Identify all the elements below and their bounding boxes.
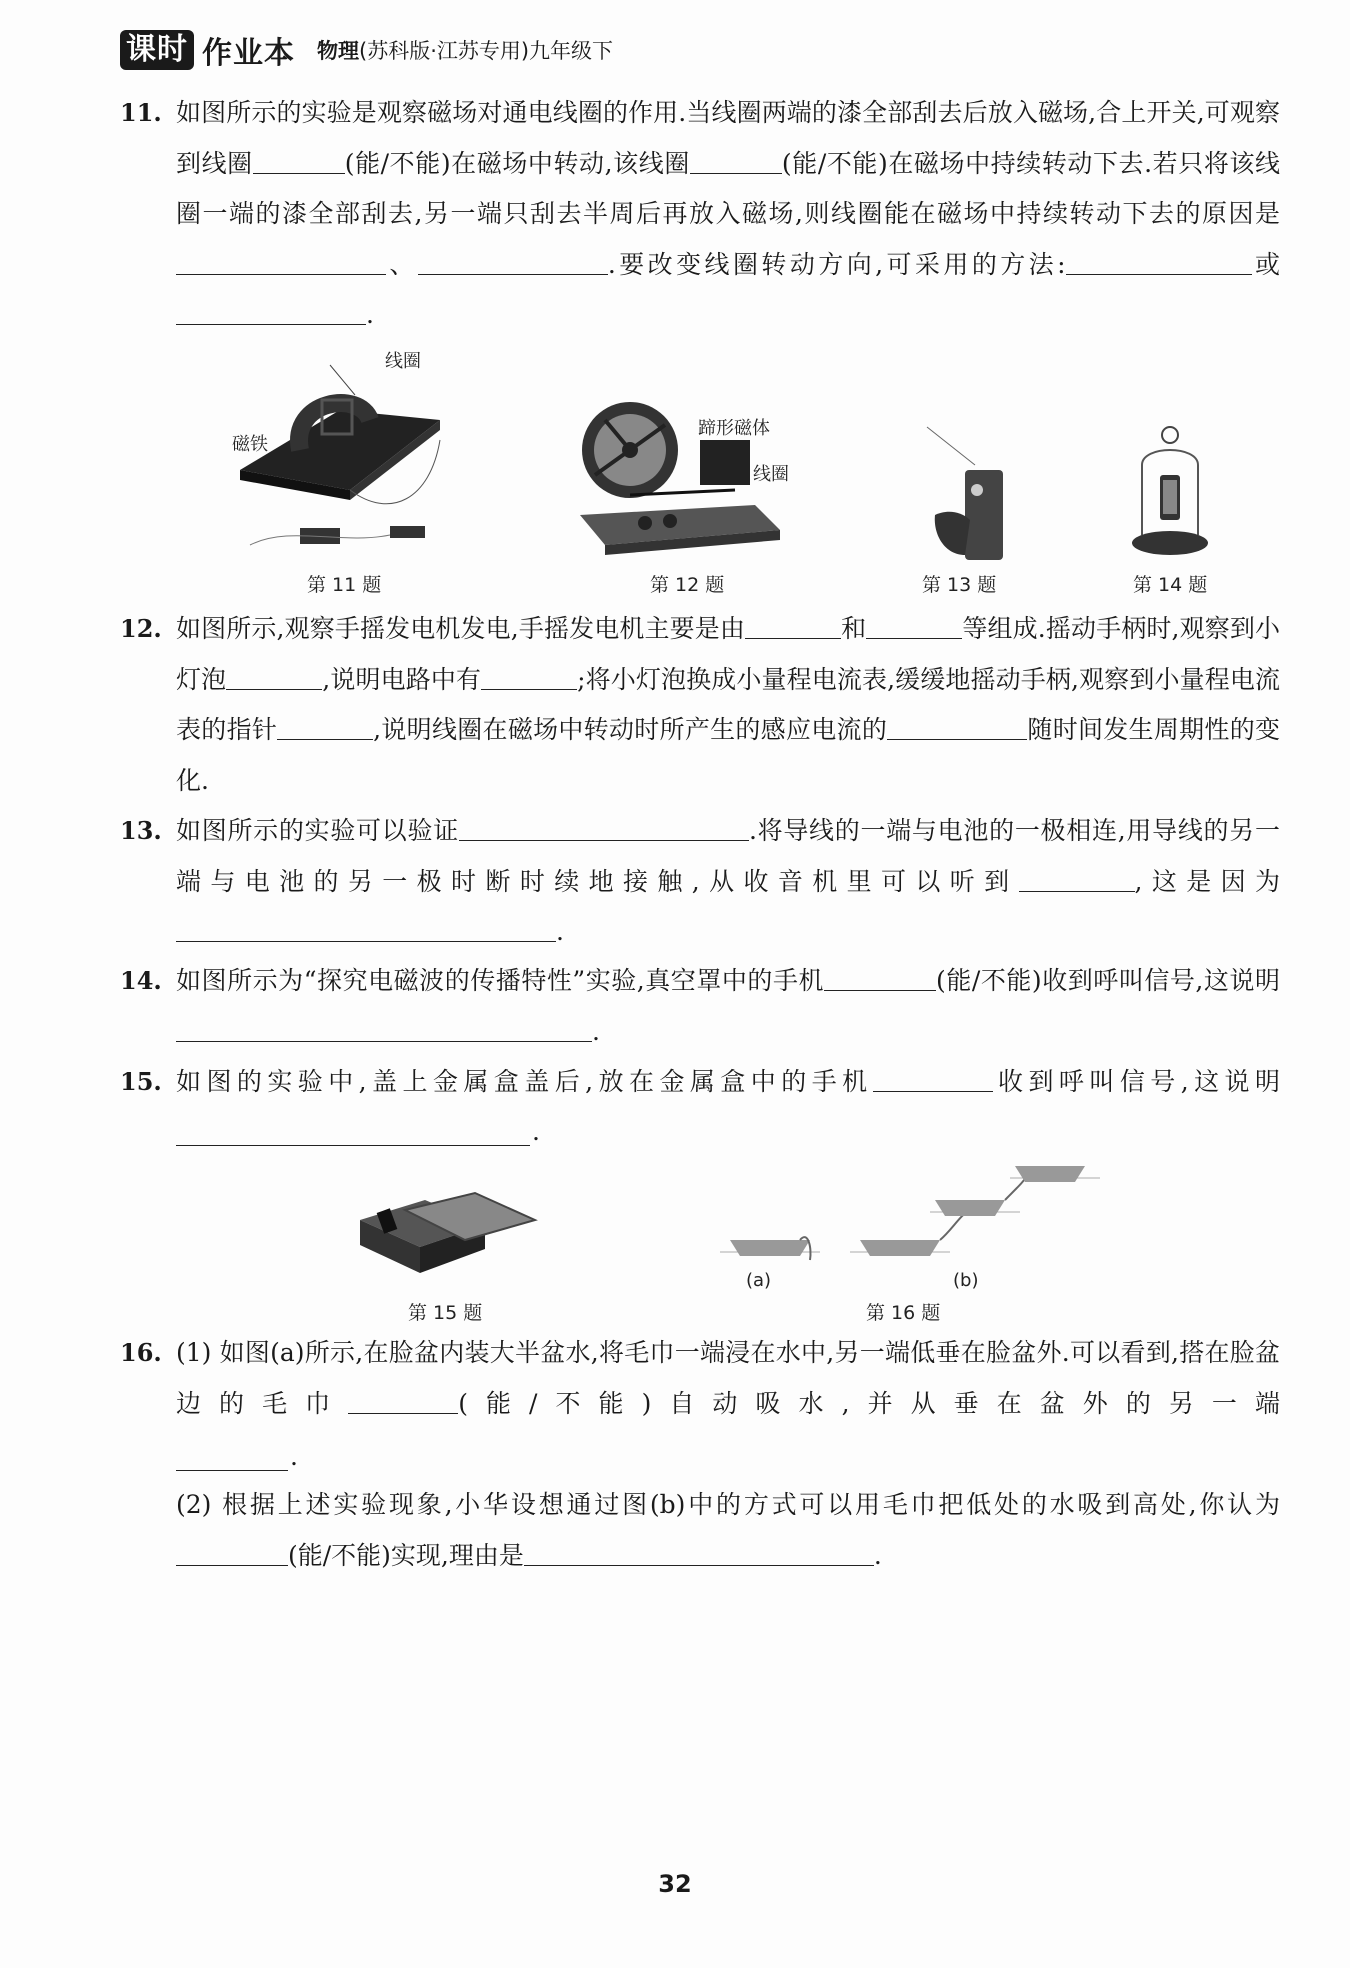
- answer-blank[interactable]: [176, 907, 556, 942]
- radio-battery-illustration: [925, 425, 1005, 565]
- q-text: .: [532, 1117, 540, 1146]
- q-text: 或: [1251, 249, 1280, 279]
- answer-blank[interactable]: [277, 705, 373, 740]
- figure-caption: 第 16 题: [866, 1302, 941, 1324]
- page-header: [120, 30, 613, 70]
- q-text: 如图所示的实验是观察磁场对通电线圈的作用.当线圈两端的漆全部刮去后放入磁场,合上开关,可观察到线圈: [176, 98, 1280, 178]
- figure-caption: 第 11 题: [307, 574, 382, 596]
- basin-towel-illustration: [720, 1160, 1100, 1270]
- question-11: [120, 88, 1280, 341]
- q-text: 如图所示,观察手摇发电机发电,手摇发电机主要是由: [176, 614, 745, 643]
- q-text: 如图所示为“探究电磁波的传播特性”实验,真空罩中的手机: [176, 966, 825, 995]
- q-text: (能/不能)在磁场中持续转动下去.若只将该线圈一端的漆全部刮去,另一端只刮去半周后再放入磁场,则线圈能在磁场中持续转动下去的原因是: [176, 148, 1280, 228]
- series-logo: [120, 30, 295, 70]
- answer-blank[interactable]: [176, 1436, 288, 1471]
- figure-caption: 第 15 题: [408, 1302, 483, 1324]
- subject-name: 物理: [317, 39, 359, 63]
- answer-blank[interactable]: [873, 1057, 993, 1092]
- q16-part1-end: [176, 1432, 1280, 1482]
- q-text: 等组成.摇动手柄时,观察到小灯泡: [176, 614, 1280, 694]
- answer-blank[interactable]: [1019, 857, 1135, 892]
- figure-caption: 第 14 题: [1133, 574, 1208, 596]
- question-number: 12.: [120, 614, 162, 643]
- logo-text: 作业本: [202, 36, 295, 71]
- answer-blank[interactable]: [866, 604, 962, 639]
- question-16-part2: [176, 1480, 1280, 1581]
- answer-blank[interactable]: [824, 956, 936, 991]
- answer-blank[interactable]: [418, 240, 608, 275]
- q-text: 如图的实验中,盖上金属盒盖后,放在金属盒中的手机: [176, 1067, 873, 1096]
- q-text: 收到呼叫信号,这说明: [992, 1067, 1280, 1096]
- subject-title: [317, 35, 613, 65]
- q-text: .: [556, 917, 564, 946]
- answer-blank[interactable]: [690, 139, 782, 174]
- label-b: (b): [953, 1270, 979, 1291]
- question-number: 16.: [120, 1338, 162, 1367]
- answer-blank[interactable]: [459, 806, 749, 841]
- q-text: .将导线的一端与电池的一极相连,用导线的另一端与电池的另一极时断时续地接触,从收音机里可以听到: [176, 816, 1280, 896]
- label-a: (a): [746, 1270, 772, 1291]
- q-text: (能/不能)在磁场中转动,该线圈: [344, 148, 690, 178]
- subject-edition: (苏科版·江苏专用)九年级下: [359, 39, 614, 63]
- question-number: 15.: [120, 1067, 162, 1096]
- question-13: [120, 806, 1280, 958]
- question-text: [176, 1480, 1280, 1581]
- question-14: [120, 956, 1280, 1057]
- answer-blank[interactable]: [481, 655, 577, 690]
- answer-blank[interactable]: [745, 604, 841, 639]
- q-text: .: [290, 1442, 298, 1471]
- answer-blank[interactable]: [1066, 240, 1252, 275]
- q-text: ,说明线圈在磁场中转动时所产生的感应电流的: [373, 715, 888, 744]
- answer-blank[interactable]: [524, 1531, 874, 1566]
- question-12: [120, 604, 1280, 806]
- answer-blank[interactable]: [226, 655, 322, 690]
- label-magnet: 磁铁: [232, 434, 268, 455]
- figure-13: [925, 425, 1005, 565]
- q-text: ,这是因为: [1134, 866, 1280, 896]
- question-text: [176, 88, 1280, 341]
- answer-blank[interactable]: [176, 240, 386, 275]
- vacuum-bell-jar-illustration: [1130, 425, 1210, 565]
- q-text: 随时间发生周期性的变化.: [176, 715, 1280, 795]
- metal-box-illustration: [355, 1185, 545, 1285]
- question-text: [176, 604, 1280, 806]
- answer-blank[interactable]: [176, 1111, 530, 1146]
- question-number: 14.: [120, 966, 162, 995]
- q-text: 如图所示的实验可以验证: [176, 816, 459, 845]
- answer-blank[interactable]: [176, 1007, 592, 1042]
- q-text: .要改变线圈转动方向,可采用的方法:: [607, 249, 1066, 279]
- answer-blank[interactable]: [253, 139, 345, 174]
- q-text: .: [366, 300, 374, 329]
- question-number: 13.: [120, 816, 162, 845]
- question-number: 11.: [120, 98, 162, 127]
- answer-blank[interactable]: [887, 705, 1027, 740]
- q-text: ,说明电路中有: [322, 664, 482, 694]
- figure-16: [720, 1160, 1100, 1270]
- figure-15: [355, 1185, 545, 1285]
- question-text: [176, 806, 1280, 958]
- q-text: (2) 根据上述实验现象,小华设想通过图(b)中的方式可以用毛巾把低处的水吸到高处,你认为: [176, 1490, 1280, 1519]
- q-text: (能/不能)自动吸水,并从垂在盆外的另一端: [458, 1388, 1280, 1418]
- label-coil: 线圈: [385, 351, 421, 372]
- answer-blank[interactable]: [348, 1379, 458, 1414]
- q-text: (能/不能)收到呼叫信号,这说明: [936, 966, 1280, 995]
- q-text: .: [592, 1016, 600, 1046]
- answer-blank[interactable]: [176, 290, 366, 325]
- figure-caption: 第 13 题: [922, 574, 997, 596]
- q15-line2: [120, 1107, 1280, 1157]
- logo-mark: 课时: [120, 30, 194, 70]
- q-text: .: [873, 1540, 882, 1570]
- q-text: ;将小灯泡换成小量程电流表,缓缓地摇动手柄,观察到小量程电流表的指针: [176, 664, 1280, 744]
- q-text: 、: [386, 249, 418, 279]
- label-horseshoe-magnet: 蹄形磁体: [698, 418, 770, 439]
- page-number: 32: [658, 1870, 692, 1898]
- label-coil-12: 线圈: [753, 464, 789, 485]
- question-text: [176, 956, 1280, 1057]
- figure-caption: 第 12 题: [650, 574, 725, 596]
- q-text: 和: [841, 614, 867, 643]
- q-text: (1) 如图(a)所示,在脸盆内装大半盆水,将毛巾一端浸在水中,另一端低垂在脸盆外.可以看到,搭在脸盆边的毛巾: [176, 1338, 1280, 1418]
- q-text: (能/不能)实现,理由是: [288, 1540, 524, 1570]
- answer-blank[interactable]: [176, 1531, 288, 1566]
- figure-14: [1130, 425, 1210, 565]
